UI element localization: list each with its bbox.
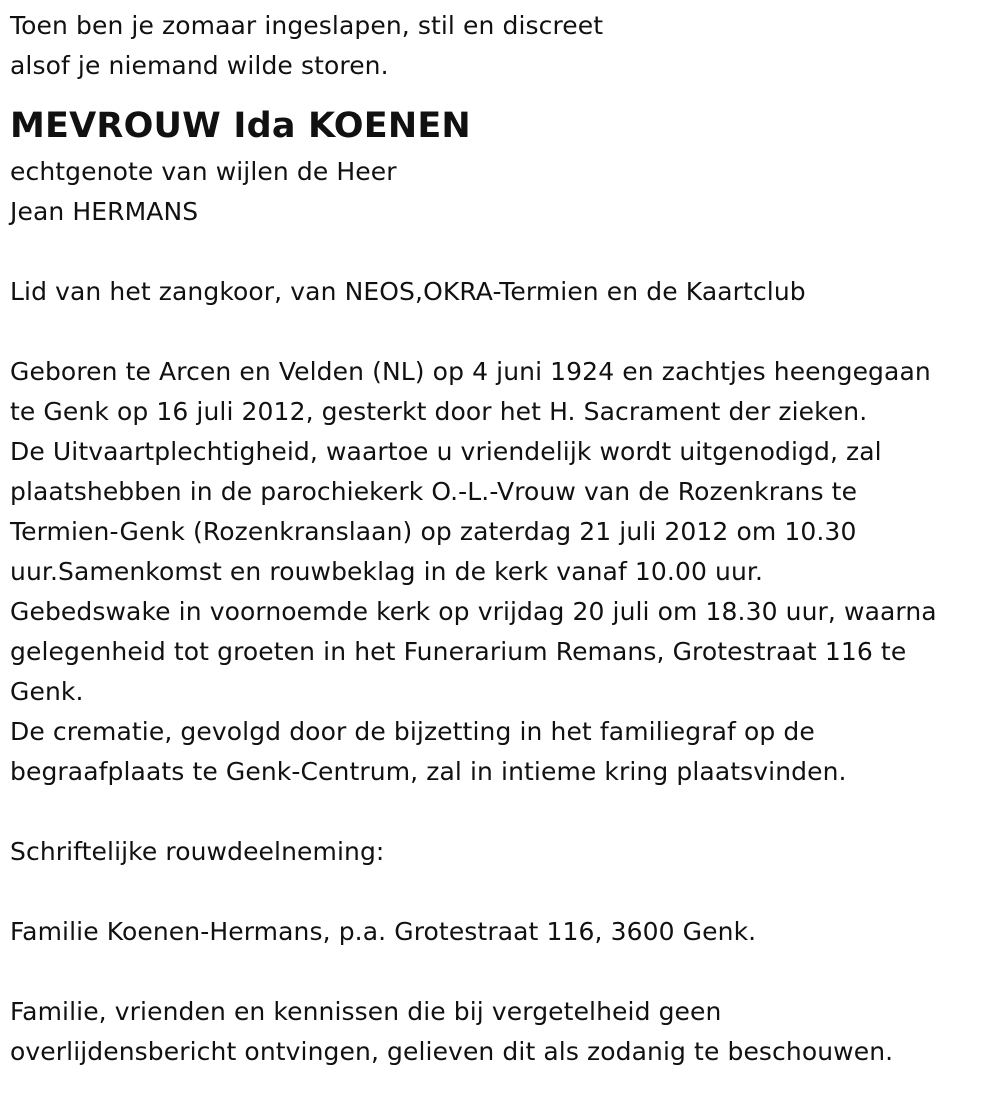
obituary-document (10, 6, 995, 1072)
condolence-heading: Schriftelijke rouwdeelneming: (10, 837, 385, 866)
deceased-name: MEVROUW Ida KOENEN (10, 106, 471, 146)
closing-line: overlijdensbericht ontvingen, gelieven dit als zodanig te beschouwen. (10, 1037, 894, 1066)
spouse-line: echtgenote van wijlen de Heer (10, 157, 397, 186)
details-line: Termien-Genk (Rozenkranslaan) op zaterdag 21 juli 2012 om 10.30 (10, 517, 857, 546)
poem-line: alsof je niemand wilde storen. (10, 51, 389, 80)
details-line: Gebedswake in voornoemde kerk op vrijdag 20 juli om 18.30 uur, waarna (10, 597, 937, 626)
details-line: De Uitvaartplechtigheid, waartoe u vriendelijk wordt uitgenodigd, zal (10, 437, 882, 466)
details-line: gelegenheid tot groeten in het Funerarium Remans, Grotestraat 116 te (10, 637, 907, 666)
details-line: uur.Samenkomst en rouwbeklag in de kerk vanaf 10.00 uur. (10, 557, 764, 586)
closing-line: Familie, vrienden en kennissen die bij vergetelheid geen (10, 997, 722, 1026)
details-line: te Genk op 16 juli 2012, gesterkt door het H. Sacrament der zieken. (10, 397, 868, 426)
spouse-info (10, 152, 995, 232)
details-line: begraafplaats te Genk-Centrum, zal in intieme kring plaatsvinden. (10, 757, 847, 786)
details-line: plaatshebben in de parochiekerk O.-L.-Vrouw van de Rozenkrans te (10, 477, 858, 506)
membership-text: Lid van het zangkoor, van NEOS,OKRA-Termien en de Kaartclub (10, 277, 806, 306)
poem-line: Toen ben je zomaar ingeslapen, stil en discreet (10, 11, 604, 40)
details-line: Geboren te Arcen en Velden (NL) op 4 juni 1924 en zachtjes heengegaan (10, 357, 931, 386)
family-address: Familie Koenen-Hermans, p.a. Grotestraat 116, 3600 Genk. (10, 917, 757, 946)
closing-note (10, 992, 995, 1072)
poem (10, 6, 995, 86)
details-line: Genk. (10, 677, 84, 706)
spouse-line: Jean HERMANS (10, 197, 199, 226)
funeral-details (10, 352, 995, 792)
details-line: De crematie, gevolgd door de bijzetting in het familiegraf op de (10, 717, 815, 746)
